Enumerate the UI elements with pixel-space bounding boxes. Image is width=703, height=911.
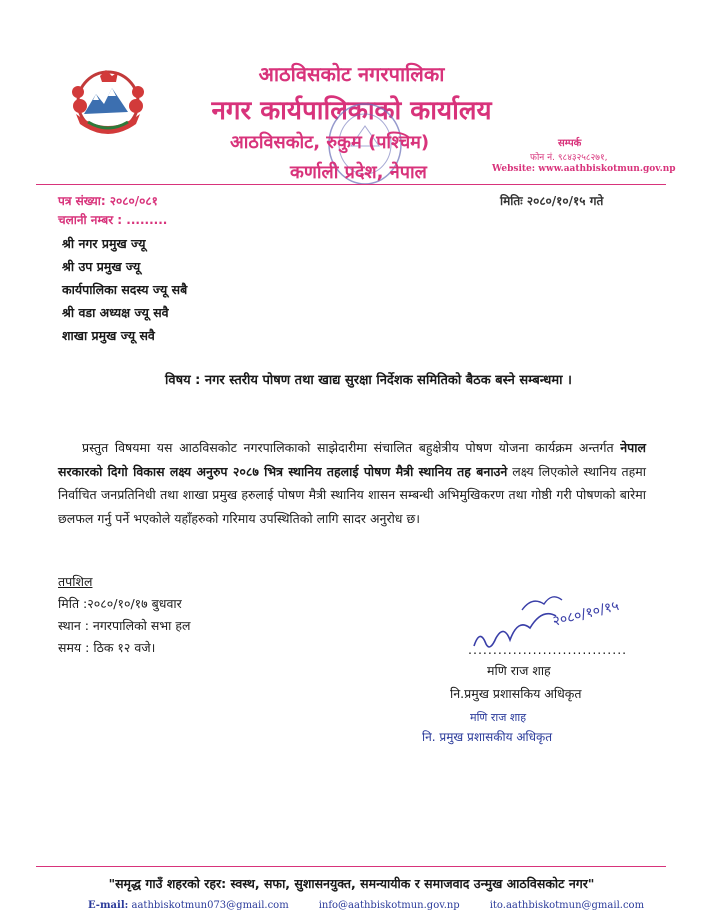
recipient-line: श्री नगर प्रमुख ज्यू (62, 236, 146, 251)
meeting-time: समय : ठिक १२ वजे। (58, 640, 156, 655)
name-stamp: मणि राज शाह (470, 711, 527, 724)
signatory-designation: नि.प्रमुख प्रशासकिय अधिकृत (450, 686, 582, 701)
meeting-venue: स्थान : नगरपालिको सभा हल (58, 618, 191, 633)
recipient-line: शाखा प्रमुख ज्यू सवै (62, 328, 155, 343)
footer-emails: E-mail: aathbiskotmun073@gmail.com info@aathbiskotmun.gov.np ito.aathbiskotmun@gmail.com (88, 900, 645, 911)
footer-slogan: "समृद्ध गाउँ शहरको रहर: स्वस्थ, सफा, सुशासनयुक्त, समन्यायीक र समाजवाद उन्मुख आठविसकोट नगर" (108, 876, 595, 891)
recipient-line: श्री उप प्रमुख ज्यू (62, 259, 141, 274)
province-name: कर्णाली प्रदेश, नेपाल (290, 162, 427, 183)
designation-stamp: नि. प्रमुख प्रशासकीय अधिकृत (422, 730, 553, 744)
letter-body: प्रस्तुत विषयमा यस आठविसकोट नगरपालिकाको साझेदारीमा संचालित बहुक्षेत्रीय पोषण योजना कार्यक्रम अन्तर्गत नेपाल सरकारको दिगो विकास लक्ष्य अनुरुप २०८७ भित्र स्थानिय तहलाई पोषण मैत्री स्थानिय तह बनाउने लक्ष्य लिएकोले स्थानिय तहमा निर्वाचित जनप्रतिनिधी तथा शाखा प्रमुख हरुलाई पोषण मैत्री स्थानिय शासन सम्बन्धी अभिमुखिकरण तथा गोष्ठी गरी पोषणको बारेमा छलफल गर्नु पर्ने भएकोले यहाँहरुको गरिमाय उपस्थितिको लागि सादर अनुरोध छ। (58, 440, 647, 526)
office-location: आठविसकोट, रुकुम (पश्चिम) (230, 132, 430, 153)
body-bold-text: नेपाल सरकारको दिगो विकास लक्ष्य अनुरुप २०८७ भित्र स्थानिय तहलाई पोषण मैत्री स्थानिय तह बनाउने (58, 440, 646, 479)
email-link[interactable]: aathbiskotmun073@gmail.com (131, 900, 289, 911)
signatory-name: मणि राज शाह (487, 663, 551, 678)
recipient-line: कार्यपालिका सदस्य ज्यू सबै (62, 282, 188, 297)
letter-subject: विषय : नगर स्तरीय पोषण तथा खाद्य सुरक्षा निर्देशक समितिको बैठक बस्ने सम्बन्धमा । (165, 373, 572, 388)
meeting-date: मिति :२०८०/१०/१७ बुधवार (58, 596, 182, 611)
header-divider (36, 184, 666, 185)
signature-dots: ................................ (468, 642, 628, 657)
dispatch-number: चलानी नम्बर : ......... (58, 213, 168, 227)
letter-date: मितिः २०८०/१०/१५ गते (500, 194, 604, 208)
reference-number: पत्र संख्या: २०८०/०८१ (58, 194, 158, 208)
municipality-name: आठविसकोट नगरपालिका (258, 62, 445, 86)
contact-phone: फोन नं. ९८४३२५८२७१, (530, 153, 608, 163)
svg-text:२०८०/१०/१५: २०८०/१०/१५ (551, 597, 621, 630)
contact-title: सम्पर्क (558, 138, 582, 149)
office-name: नगर कार्यपालिकाको कार्यालय (211, 96, 492, 126)
contact-website: Website: www.aathbiskotmun.gov.np (492, 164, 676, 174)
email-link[interactable]: ito.aathbiskotmun@gmail.com (489, 900, 645, 911)
email-link[interactable]: info@aathbiskotmun.gov.np (318, 900, 460, 911)
details-heading: तपशिल (58, 574, 93, 589)
footer-divider (36, 866, 666, 867)
recipient-line: श्री वडा अध्यक्ष ज्यू सवै (62, 305, 169, 320)
